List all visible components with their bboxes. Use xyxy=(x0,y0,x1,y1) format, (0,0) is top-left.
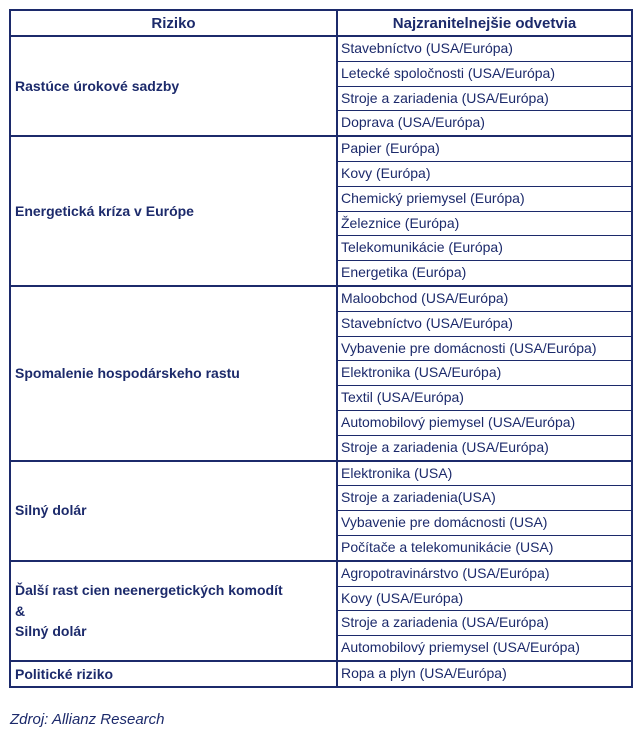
risk-line: Ďalší rast cien neenergetických komodít xyxy=(15,582,283,599)
list-item: Automobilový priemysel (USA/Európa) xyxy=(338,635,631,660)
list-item: Stavebníctvo (USA/Európa) xyxy=(338,311,631,336)
list-item: Ropa a plyn (USA/Európa) xyxy=(341,664,507,681)
sectors-cell xyxy=(337,661,632,687)
table-header-row xyxy=(10,10,632,36)
sectors-cell xyxy=(337,561,632,661)
risk-line: & xyxy=(15,602,26,619)
sectors-cell xyxy=(337,461,632,561)
list-item: Železnice (Európa) xyxy=(338,211,631,236)
risk-cell: Rastúce úrokové sadzby xyxy=(10,36,337,136)
sector-list xyxy=(338,37,631,135)
table-row xyxy=(10,661,632,687)
sector-list xyxy=(338,137,631,285)
sector-list xyxy=(338,562,631,660)
risk-cell: Energetická kríza v Európe xyxy=(10,136,337,286)
list-item: Chemický priemysel (Európa) xyxy=(338,186,631,211)
list-item: Telekomunikácie (Európa) xyxy=(338,235,631,260)
source-note: Zdroj: Allianz Research xyxy=(10,711,165,728)
list-item: Stroje a zariadenia (USA/Európa) xyxy=(338,610,631,635)
list-item: Kovy (Európa) xyxy=(338,161,631,186)
list-item: Doprava (USA/Európa) xyxy=(338,110,631,135)
sectors-cell xyxy=(337,36,632,136)
list-item: Vybavenie pre domácnosti (USA/Európa) xyxy=(338,336,631,361)
risk-cell xyxy=(10,561,337,661)
table-row xyxy=(10,36,632,136)
sector-list xyxy=(338,662,631,686)
list-item: Energetika (Európa) xyxy=(338,260,631,285)
table-row xyxy=(10,136,632,286)
header-risk: Riziko xyxy=(10,10,337,36)
list-item: Maloobchod (USA/Európa) xyxy=(341,289,509,306)
risk-line: Silný dolár xyxy=(15,623,87,640)
list-item: Počítače a telekomunikácie (USA) xyxy=(338,535,631,560)
sector-list xyxy=(338,462,631,560)
risk-sectors-table xyxy=(9,9,633,688)
risk-cell: Silný dolár xyxy=(10,461,337,561)
sectors-cell xyxy=(337,286,632,461)
list-item: Stavebníctvo (USA/Európa) xyxy=(341,40,513,56)
sectors-cell xyxy=(337,136,632,286)
table-row xyxy=(10,286,632,461)
risk-cell: Spomalenie hospodárskeho rastu xyxy=(10,286,337,461)
list-item: Agropotravinárstvo (USA/Európa) xyxy=(341,564,550,581)
list-item: Textil (USA/Európa) xyxy=(338,385,631,410)
risk-cell: Politické riziko xyxy=(10,661,337,687)
list-item: Kovy (USA/Európa) xyxy=(338,586,631,611)
table-row xyxy=(10,461,632,561)
header-sectors: Najzranitelnejšie odvetvia xyxy=(337,10,632,36)
list-item: Letecké spoločnosti (USA/Európa) xyxy=(338,61,631,86)
list-item: Vybavenie pre domácnosti (USA) xyxy=(338,510,631,535)
sector-list xyxy=(338,287,631,460)
list-item: Stroje a zariadenia (USA/Európa) xyxy=(338,435,631,460)
list-item: Automobilový piemysel (USA/Európa) xyxy=(338,410,631,435)
list-item: Elektronika (USA) xyxy=(341,464,453,481)
list-item: Stroje a zariadenia (USA/Európa) xyxy=(338,86,631,111)
list-item: Papier (Európa) xyxy=(341,140,440,157)
table-row xyxy=(10,561,632,661)
list-item: Stroje a zariadenia(USA) xyxy=(338,485,631,510)
list-item: Elektronika (USA/Európa) xyxy=(338,360,631,385)
